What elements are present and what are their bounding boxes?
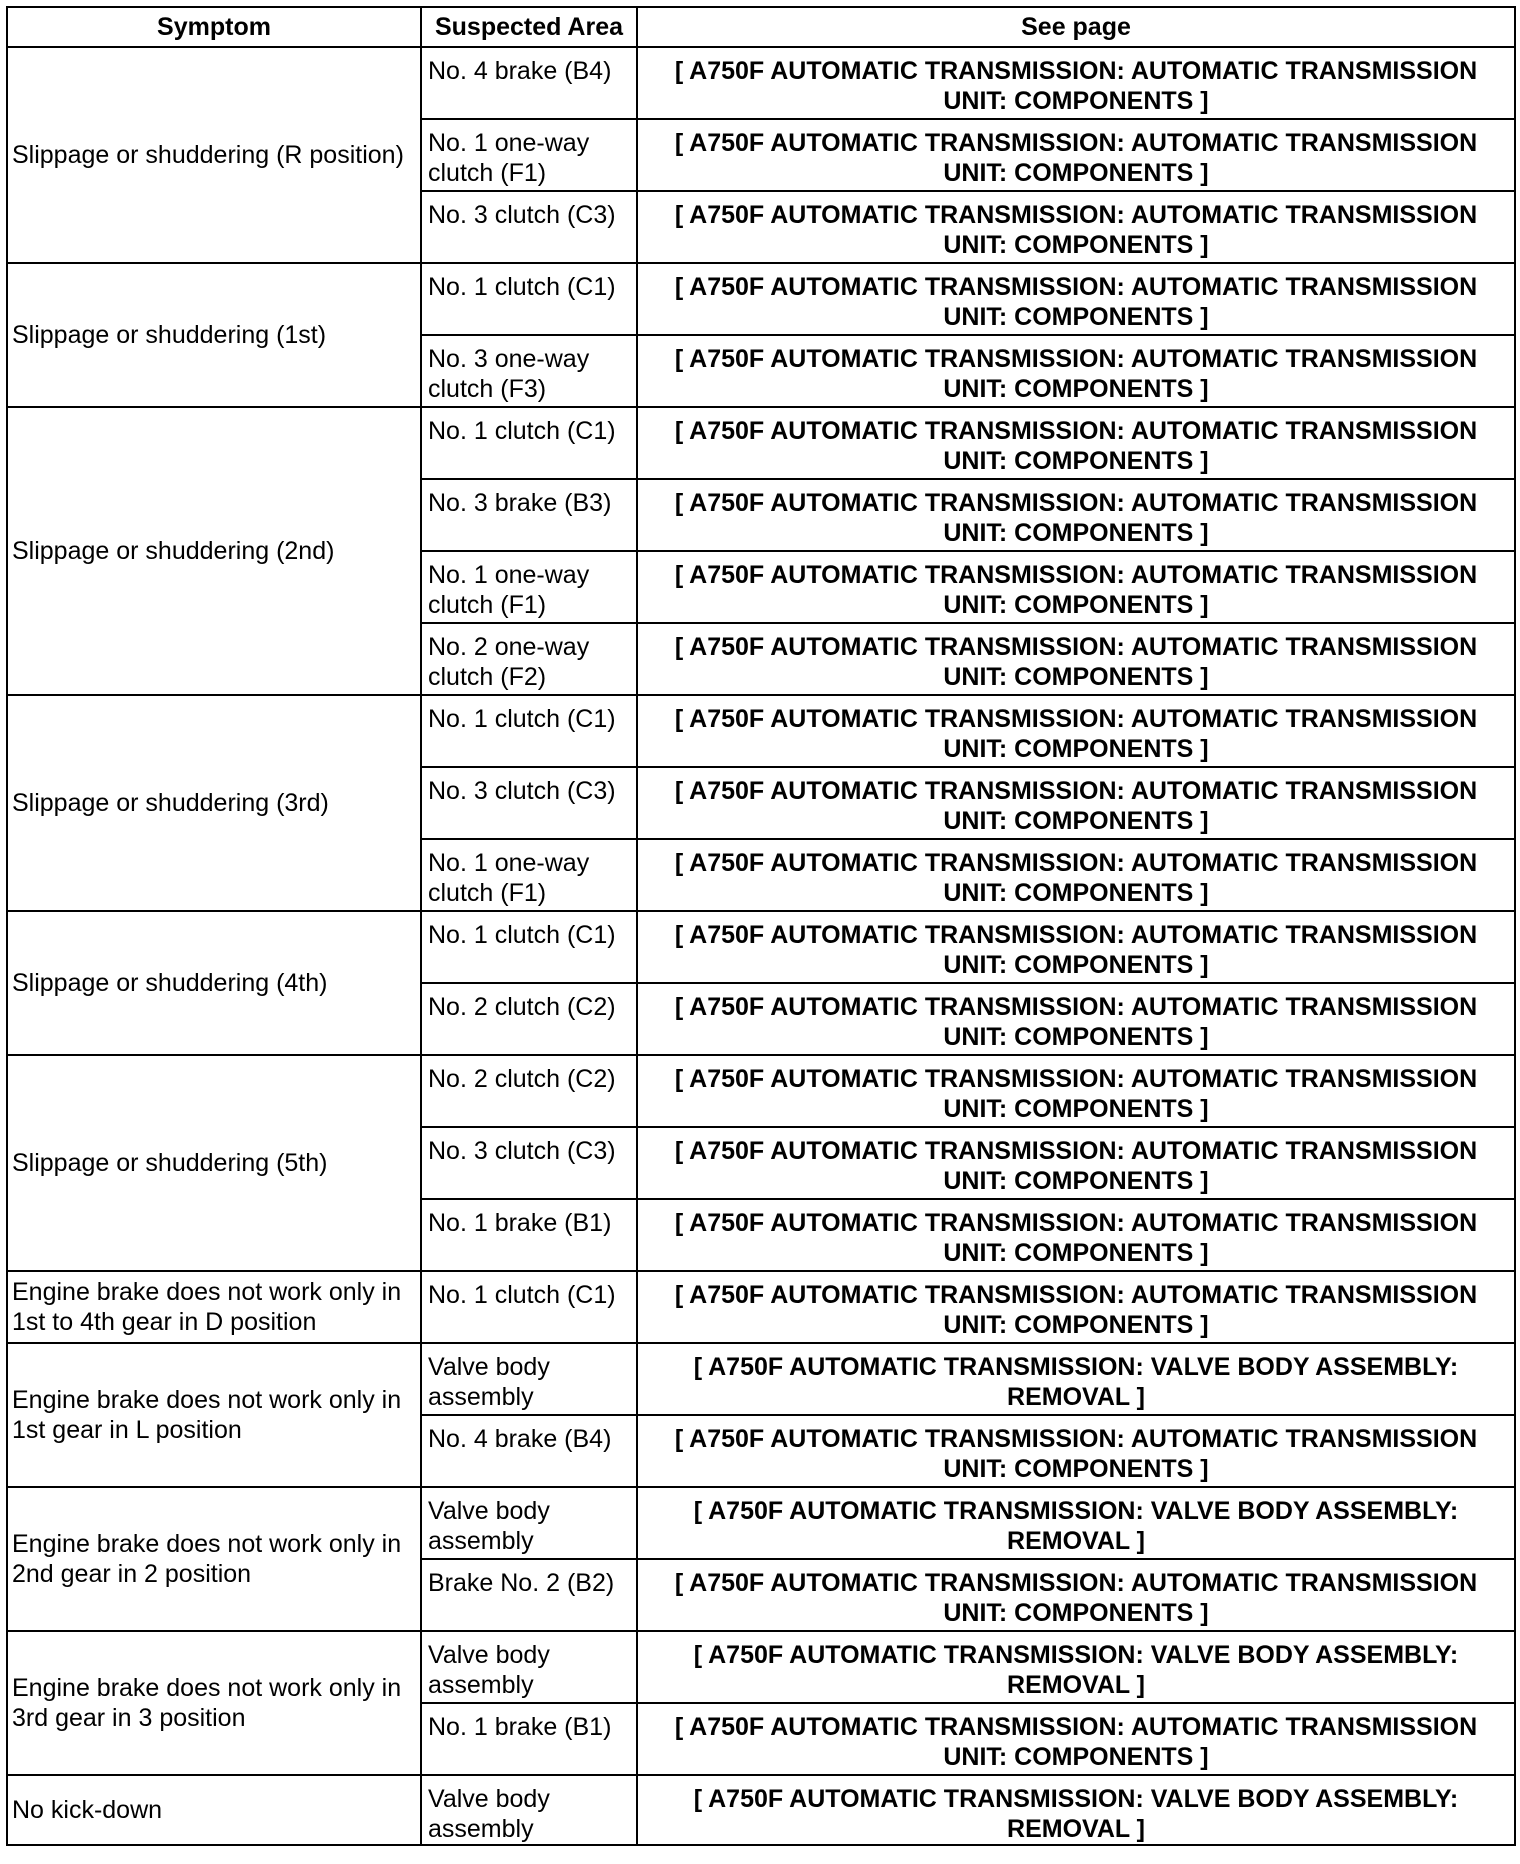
table-row <box>7 1055 1515 1127</box>
suspected-area-cell: No. 3 brake (B3) <box>421 479 637 551</box>
suspected-area-cell: No. 1 clutch (C1) <box>421 911 637 983</box>
see-page-link[interactable]: [ A750F AUTOMATIC TRANSMISSION: AUTOMATIC TRANSMISSION UNIT: COMPONENTS ] <box>637 1055 1515 1127</box>
see-page-link[interactable]: [ A750F AUTOMATIC TRANSMISSION: VALVE BODY ASSEMBLY: REMOVAL ] <box>637 1487 1515 1559</box>
see-page-link[interactable]: [ A750F AUTOMATIC TRANSMISSION: VALVE BODY ASSEMBLY: REMOVAL ] <box>637 1631 1515 1703</box>
symptom-table <box>6 6 1516 1846</box>
see-page-link[interactable]: [ A750F AUTOMATIC TRANSMISSION: AUTOMATIC TRANSMISSION UNIT: COMPONENTS ] <box>637 335 1515 407</box>
suspected-area-cell: No. 2 clutch (C2) <box>421 1055 637 1127</box>
see-page-link[interactable]: [ A750F AUTOMATIC TRANSMISSION: VALVE BODY ASSEMBLY: REMOVAL ] <box>637 1775 1515 1845</box>
see-page-link[interactable]: [ A750F AUTOMATIC TRANSMISSION: AUTOMATIC TRANSMISSION UNIT: COMPONENTS ] <box>637 911 1515 983</box>
table-row <box>7 1343 1515 1415</box>
troubleshooting-table-container <box>6 6 1514 1846</box>
symptom-cell: Slippage or shuddering (2nd) <box>7 407 421 695</box>
symptom-cell: Engine brake does not work only in 1st gear in L position <box>7 1343 421 1487</box>
see-page-link[interactable]: [ A750F AUTOMATIC TRANSMISSION: AUTOMATIC TRANSMISSION UNIT: COMPONENTS ] <box>637 695 1515 767</box>
see-page-link[interactable]: [ A750F AUTOMATIC TRANSMISSION: AUTOMATIC TRANSMISSION UNIT: COMPONENTS ] <box>637 839 1515 911</box>
see-page-link[interactable]: [ A750F AUTOMATIC TRANSMISSION: AUTOMATIC TRANSMISSION UNIT: COMPONENTS ] <box>637 407 1515 479</box>
suspected-area-cell: No. 1 brake (B1) <box>421 1199 637 1271</box>
suspected-area-cell: No. 3 clutch (C3) <box>421 767 637 839</box>
suspected-area-cell: Valve body assembly <box>421 1343 637 1415</box>
symptom-cell: Engine brake does not work only in 3rd gear in 3 position <box>7 1631 421 1775</box>
see-page-link[interactable]: [ A750F AUTOMATIC TRANSMISSION: AUTOMATIC TRANSMISSION UNIT: COMPONENTS ] <box>637 551 1515 623</box>
suspected-area-cell: No. 3 clutch (C3) <box>421 191 637 263</box>
suspected-area-cell: No. 2 one-way clutch (F2) <box>421 623 637 695</box>
suspected-area-cell: No. 1 clutch (C1) <box>421 407 637 479</box>
see-page-link[interactable]: [ A750F AUTOMATIC TRANSMISSION: AUTOMATIC TRANSMISSION UNIT: COMPONENTS ] <box>637 119 1515 191</box>
suspected-area-cell: No. 1 clutch (C1) <box>421 695 637 767</box>
suspected-area-cell: No. 1 clutch (C1) <box>421 263 637 335</box>
suspected-area-cell: No. 3 clutch (C3) <box>421 1127 637 1199</box>
table-row <box>7 695 1515 767</box>
suspected-area-cell: No. 1 clutch (C1) <box>421 1271 637 1343</box>
see-page-link[interactable]: [ A750F AUTOMATIC TRANSMISSION: AUTOMATIC TRANSMISSION UNIT: COMPONENTS ] <box>637 1559 1515 1631</box>
see-page-link[interactable]: [ A750F AUTOMATIC TRANSMISSION: AUTOMATIC TRANSMISSION UNIT: COMPONENTS ] <box>637 623 1515 695</box>
suspected-area-cell: No. 1 one-way clutch (F1) <box>421 119 637 191</box>
suspected-area-cell: Valve body assembly <box>421 1487 637 1559</box>
see-page-link[interactable]: [ A750F AUTOMATIC TRANSMISSION: AUTOMATIC TRANSMISSION UNIT: COMPONENTS ] <box>637 47 1515 119</box>
suspected-area-cell: No. 1 one-way clutch (F1) <box>421 551 637 623</box>
see-page-link[interactable]: [ A750F AUTOMATIC TRANSMISSION: AUTOMATIC TRANSMISSION UNIT: COMPONENTS ] <box>637 1199 1515 1271</box>
suspected-area-cell: Valve body assembly <box>421 1775 637 1845</box>
see-page-link[interactable]: [ A750F AUTOMATIC TRANSMISSION: AUTOMATIC TRANSMISSION UNIT: COMPONENTS ] <box>637 1271 1515 1343</box>
header-see-page: See page <box>637 7 1515 47</box>
suspected-area-cell: Brake No. 2 (B2) <box>421 1559 637 1631</box>
suspected-area-cell: No. 4 brake (B4) <box>421 1415 637 1487</box>
symptom-cell: No kick-down <box>7 1775 421 1845</box>
table-row <box>7 407 1515 479</box>
see-page-link[interactable]: [ A750F AUTOMATIC TRANSMISSION: AUTOMATIC TRANSMISSION UNIT: COMPONENTS ] <box>637 1703 1515 1775</box>
see-page-link[interactable]: [ A750F AUTOMATIC TRANSMISSION: AUTOMATIC TRANSMISSION UNIT: COMPONENTS ] <box>637 983 1515 1055</box>
symptom-cell: Slippage or shuddering (3rd) <box>7 695 421 911</box>
see-page-link[interactable]: [ A750F AUTOMATIC TRANSMISSION: AUTOMATIC TRANSMISSION UNIT: COMPONENTS ] <box>637 263 1515 335</box>
suspected-area-cell: No. 4 brake (B4) <box>421 47 637 119</box>
symptom-cell: Engine brake does not work only in 1st to 4th gear in D position <box>7 1271 421 1343</box>
table-row <box>7 1775 1515 1845</box>
suspected-area-cell: No. 3 one-way clutch (F3) <box>421 335 637 407</box>
see-page-link[interactable]: [ A750F AUTOMATIC TRANSMISSION: AUTOMATIC TRANSMISSION UNIT: COMPONENTS ] <box>637 1415 1515 1487</box>
table-row <box>7 1631 1515 1703</box>
header-symptom: Symptom <box>7 7 421 47</box>
symptom-cell: Slippage or shuddering (4th) <box>7 911 421 1055</box>
table-row <box>7 1271 1515 1343</box>
table-row <box>7 47 1515 119</box>
symptom-cell: Engine brake does not work only in 2nd gear in 2 position <box>7 1487 421 1631</box>
table-row <box>7 1487 1515 1559</box>
suspected-area-cell: No. 1 brake (B1) <box>421 1703 637 1775</box>
header-row <box>7 7 1515 47</box>
symptom-cell: Slippage or shuddering (R position) <box>7 47 421 263</box>
symptom-cell: Slippage or shuddering (1st) <box>7 263 421 407</box>
suspected-area-cell: No. 1 one-way clutch (F1) <box>421 839 637 911</box>
header-suspected-area: Suspected Area <box>421 7 637 47</box>
suspected-area-cell: Valve body assembly <box>421 1631 637 1703</box>
see-page-link[interactable]: [ A750F AUTOMATIC TRANSMISSION: AUTOMATIC TRANSMISSION UNIT: COMPONENTS ] <box>637 479 1515 551</box>
suspected-area-cell: No. 2 clutch (C2) <box>421 983 637 1055</box>
table-body <box>7 47 1515 1845</box>
see-page-link[interactable]: [ A750F AUTOMATIC TRANSMISSION: AUTOMATIC TRANSMISSION UNIT: COMPONENTS ] <box>637 1127 1515 1199</box>
see-page-link[interactable]: [ A750F AUTOMATIC TRANSMISSION: AUTOMATIC TRANSMISSION UNIT: COMPONENTS ] <box>637 191 1515 263</box>
symptom-cell: Slippage or shuddering (5th) <box>7 1055 421 1271</box>
see-page-link[interactable]: [ A750F AUTOMATIC TRANSMISSION: AUTOMATIC TRANSMISSION UNIT: COMPONENTS ] <box>637 767 1515 839</box>
table-row <box>7 911 1515 983</box>
see-page-link[interactable]: [ A750F AUTOMATIC TRANSMISSION: VALVE BODY ASSEMBLY: REMOVAL ] <box>637 1343 1515 1415</box>
table-row <box>7 263 1515 335</box>
